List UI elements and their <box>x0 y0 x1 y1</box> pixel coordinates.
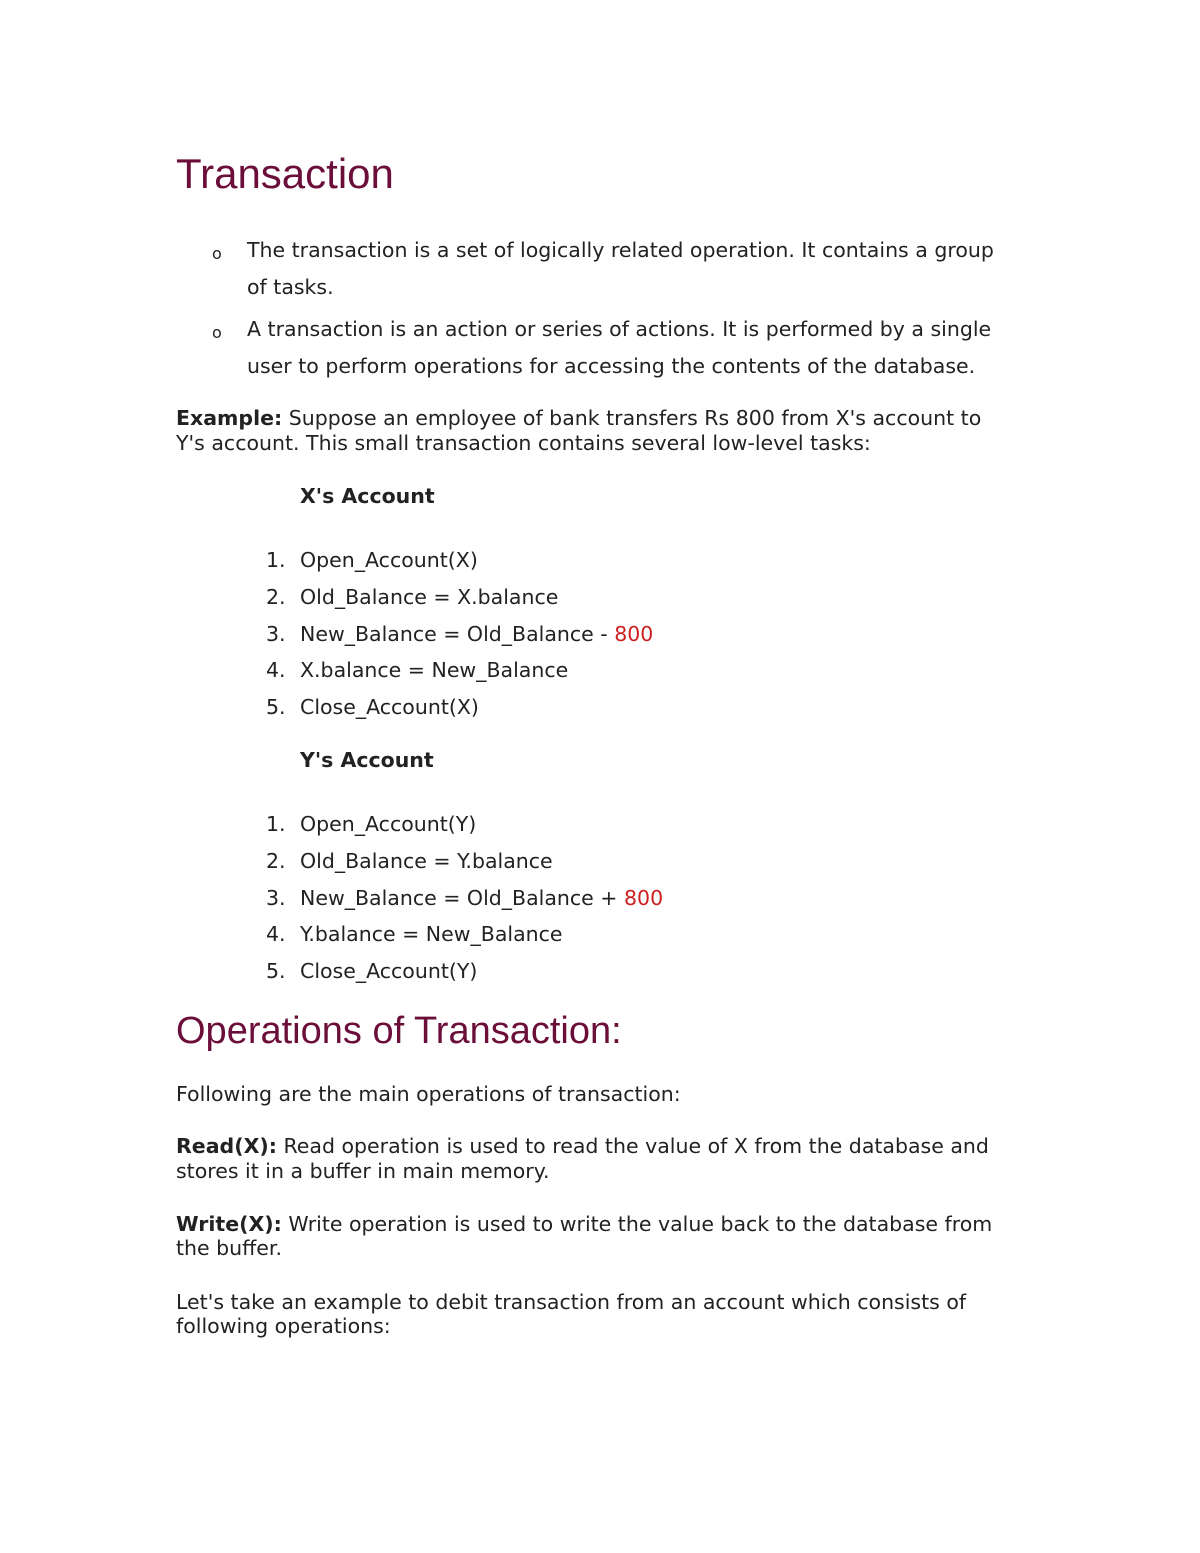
y-step <box>266 886 663 910</box>
step-text: Y.balance = New_Balance <box>300 922 563 947</box>
operations-title: Operations of Transaction: <box>176 1010 622 1052</box>
x-step <box>266 695 479 719</box>
example-label: Example: <box>176 406 283 430</box>
read-paragraph-line: stores it in a buffer in main memory. <box>176 1159 550 1183</box>
y-step <box>266 849 553 873</box>
circle-bullet-icon: o <box>212 323 222 342</box>
read-text: Read operation is used to read the value of X from the database and <box>276 1134 989 1158</box>
read-paragraph-line <box>176 1134 989 1158</box>
step-number: 3. <box>266 885 286 910</box>
write-label: Write(X): <box>176 1212 282 1236</box>
y-step <box>266 922 563 946</box>
x-step <box>266 548 478 572</box>
write-text: Write operation is used to write the value back to the database from <box>281 1212 993 1236</box>
step-number: 2. <box>266 584 286 609</box>
step-text: Close_Account(Y) <box>300 959 478 984</box>
example-paragraph-line <box>176 406 981 430</box>
step-number: 5. <box>266 695 286 720</box>
step-text: Old_Balance = Y.balance <box>300 848 553 873</box>
step-text: Close_Account(X) <box>300 695 479 720</box>
step-number: 3. <box>266 621 286 646</box>
read-label: Read(X): <box>176 1134 277 1158</box>
step-text: Open_Account(X) <box>300 548 478 572</box>
x-step <box>266 585 558 609</box>
write-paragraph-line <box>176 1212 992 1236</box>
bullet-text-line: of tasks. <box>247 275 334 299</box>
step-number: 4. <box>266 922 286 947</box>
bullet-text-line: user to perform operations for accessing the contents of the database. <box>247 354 976 378</box>
step-text: X.balance = New_Balance <box>300 658 569 683</box>
step-number: 1. <box>266 548 286 572</box>
step-text: New_Balance = Old_Balance - <box>300 621 615 646</box>
bullet-text-line: The transaction is a set of logically related operation. It contains a group <box>247 238 994 262</box>
y-account-heading: Y's Account <box>300 748 434 772</box>
amount-highlight: 800 <box>624 885 664 910</box>
x-step <box>266 622 653 646</box>
y-step <box>266 812 476 836</box>
example-text: Suppose an employee of bank transfers Rs 800 from X's account to <box>282 406 982 430</box>
x-account-heading: X's Account <box>300 484 435 508</box>
x-step <box>266 658 568 682</box>
step-number: 2. <box>266 848 286 873</box>
step-number: 1. <box>266 812 286 836</box>
bullet-text-line: A transaction is an action or series of actions. It is performed by a single <box>247 317 992 341</box>
step-number: 4. <box>266 658 286 683</box>
step-number: 5. <box>266 959 286 984</box>
step-text: Open_Account(Y) <box>300 812 477 836</box>
step-text: New_Balance = Old_Balance + <box>300 885 624 910</box>
debit-paragraph-line: Let's take an example to debit transaction from an account which consists of <box>176 1290 967 1314</box>
debit-paragraph-line: following operations: <box>176 1314 391 1338</box>
example-paragraph-line: Y's account. This small transaction contains several low-level tasks: <box>176 431 871 455</box>
write-paragraph-line: the buffer. <box>176 1236 282 1260</box>
amount-highlight: 800 <box>614 621 654 646</box>
step-text: Old_Balance = X.balance <box>300 584 559 609</box>
y-step <box>266 959 477 983</box>
page-title: Transaction <box>176 150 394 197</box>
circle-bullet-icon: o <box>212 244 222 263</box>
operations-intro: Following are the main operations of transaction: <box>176 1082 681 1106</box>
